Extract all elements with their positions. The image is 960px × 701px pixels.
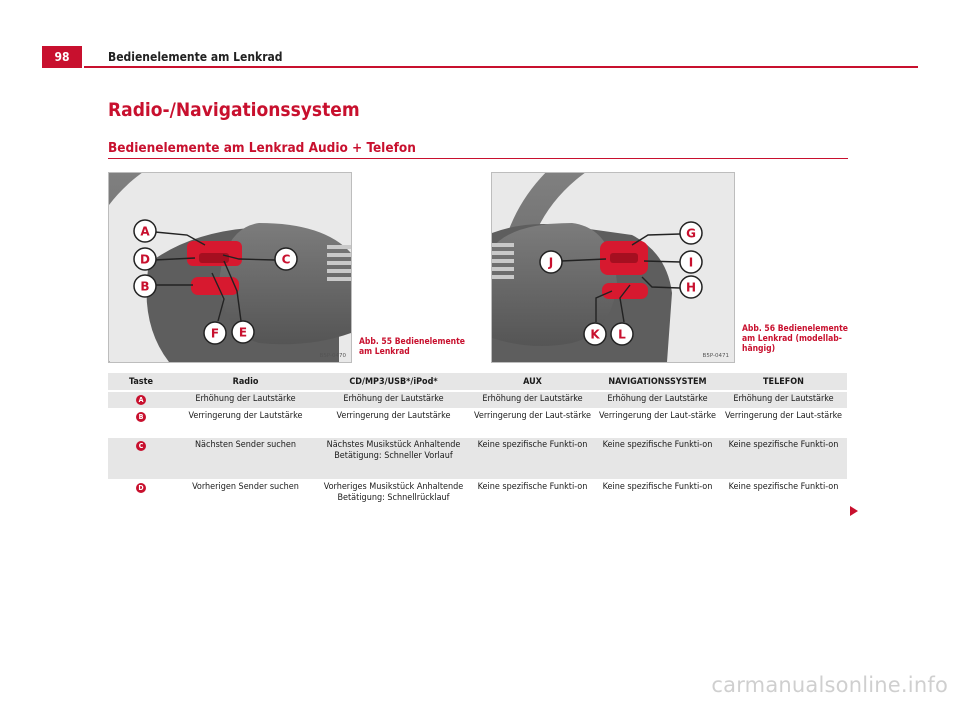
controls-table [108, 373, 847, 522]
table-cell: Verringerung der Lautstärke [317, 409, 470, 438]
callout-F: F [210, 326, 220, 341]
key-badge: D [136, 483, 146, 493]
column-header: CD/MP3/USB*/iPod* [317, 373, 470, 391]
column-header: Taste [108, 373, 174, 391]
running-header: Bedienelemente am Lenkrad [108, 50, 283, 64]
table-cell: Keine spezifische Funkti-on [470, 438, 595, 480]
watermark: carmanualsonline.info [711, 673, 948, 697]
key-cell [108, 391, 174, 409]
figure-steering-wheel-audio [108, 172, 352, 363]
table-cell: Erhöhung der Lautstärke [720, 391, 847, 409]
callout-L: L [618, 327, 626, 342]
subtitle-divider [108, 158, 848, 159]
key-cell [108, 409, 174, 438]
figure-code: B5P-0470 [319, 353, 346, 359]
callout-B: B [140, 279, 150, 294]
table-cell: Verringerung der Laut-stärke [470, 409, 595, 438]
column-header: NAVIGATIONSSYSTEM [595, 373, 720, 391]
table-cell: Verringerung der Laut-stärke [595, 409, 720, 438]
table-cell: Nächsten Sender suchen [174, 438, 317, 480]
table-row [108, 438, 847, 480]
table-cell: Keine spezifische Funkti-on [595, 438, 720, 480]
table-cell: Vorheriges Musikstück Anhaltende Betätigung: Schnellrücklauf [317, 480, 470, 522]
column-header: TELEFON [720, 373, 847, 391]
header-divider [84, 66, 918, 68]
callout-G: G [686, 226, 696, 241]
key-badge: A [136, 395, 146, 405]
key-badge: C [136, 441, 146, 451]
callout-C: C [281, 252, 291, 267]
steering-wheel-illustration-2 [492, 173, 734, 362]
table-cell: Vorherigen Sender suchen [174, 480, 317, 522]
table-cell: Erhöhung der Lautstärke [317, 391, 470, 409]
table-row [108, 409, 847, 438]
figure-caption-2: Abb. 56 Bedienelemente am Lenkrad (modellab-hängig) [742, 324, 848, 354]
page-number: 98 [42, 46, 82, 68]
table-row [108, 391, 847, 409]
callout-A: A [140, 224, 150, 239]
callout-H: H [685, 280, 697, 295]
figure-caption-1: Abb. 55 Bedienelemente am Lenkrad [359, 337, 465, 357]
callout-D: D [140, 252, 150, 267]
section-subtitle: Bedienelemente am Lenkrad Audio + Telefon [108, 140, 416, 156]
figure-code: B5P-0471 [702, 353, 729, 359]
figure-steering-wheel-navigation [491, 172, 735, 363]
key-badge: B [136, 412, 146, 422]
table-cell: Erhöhung der Lautstärke [174, 391, 317, 409]
table-cell: Keine spezifische Funkti-on [595, 480, 720, 522]
table-cell: Verringerung der Laut-stärke [720, 409, 847, 438]
table-row [108, 480, 847, 522]
key-cell [108, 438, 174, 480]
callout-I: I [688, 255, 694, 270]
column-header: AUX [470, 373, 595, 391]
key-cell [108, 480, 174, 522]
table-cell: Erhöhung der Lautstärke [595, 391, 720, 409]
table-cell: Keine spezifische Funkti-on [470, 480, 595, 522]
table-cell: Verringerung der Lautstärke [174, 409, 317, 438]
column-header: Radio [174, 373, 317, 391]
table-cell: Keine spezifische Funkti-on [720, 480, 847, 522]
table-cell: Erhöhung der Lautstärke [470, 391, 595, 409]
callout-K: K [590, 327, 600, 342]
section-title: Radio-/Navigationssystem [108, 99, 360, 121]
table-cell: Nächstes Musikstück Anhaltende Betätigung: Schneller Vorlauf [317, 438, 470, 480]
callout-J: J [548, 255, 554, 270]
table-header-row [108, 373, 847, 391]
continue-arrow-icon [850, 506, 858, 516]
steering-wheel-illustration-1 [109, 173, 351, 362]
table-cell: Keine spezifische Funkti-on [720, 438, 847, 480]
callout-E: E [238, 325, 248, 340]
